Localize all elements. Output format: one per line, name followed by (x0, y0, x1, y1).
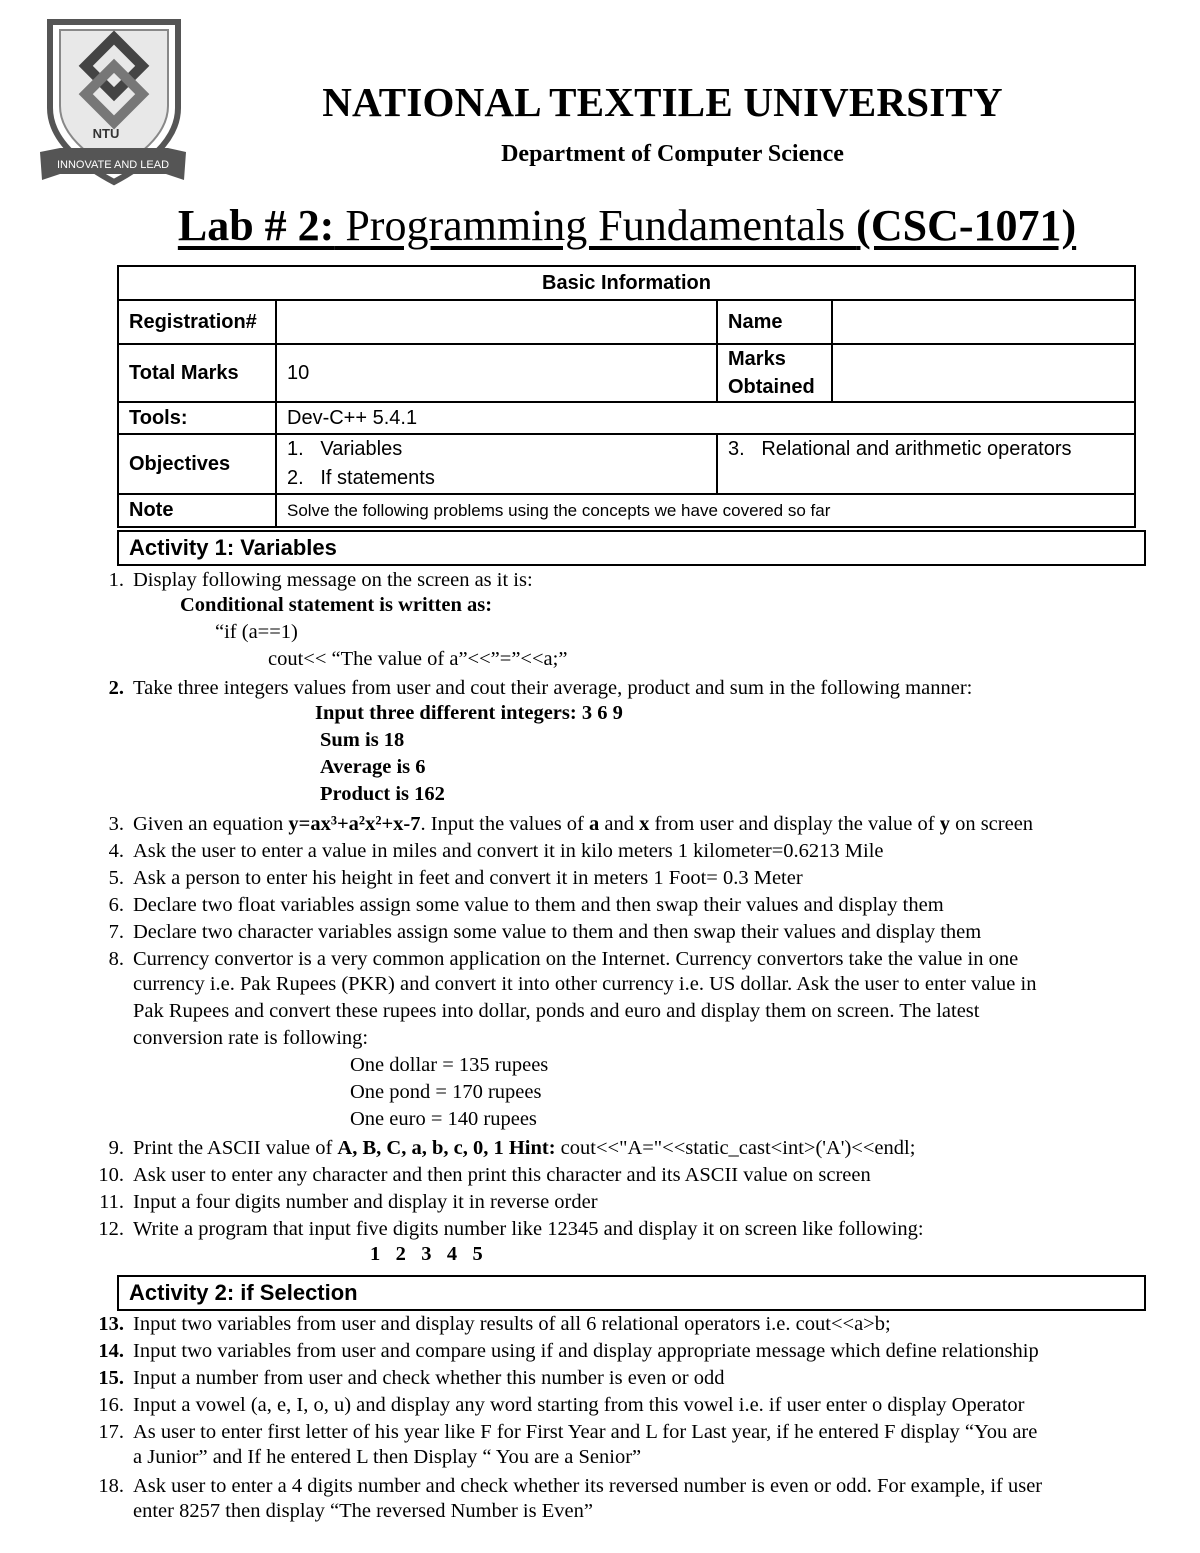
lab-subject: Programming Fundamentals (334, 201, 857, 250)
total-marks-label: Total Marks (118, 344, 276, 402)
item-number: 11. (99, 1191, 124, 1213)
item-text: Input two variables from user and display results of all 6 relational operators i.e. cout<<a>b; (133, 1313, 891, 1335)
basic-information-table (117, 265, 1136, 528)
name-value (832, 300, 1135, 344)
q3-var-x: x (639, 813, 650, 835)
item-text: Input a vowel (a, e, I, o, u) and display any word starting from this vowel i.e. if user enter o display Operator (133, 1394, 1025, 1416)
item-text: Ask a person to enter his height in feet and convert it in meters 1 Foot= 0.3 Meter (133, 867, 803, 889)
q1-line-1: Conditional statement is written as: (180, 594, 493, 616)
q8-rate-2: One pond = 170 rupees (350, 1081, 542, 1103)
item-text (133, 811, 1033, 838)
item-number: 2. (108, 677, 124, 699)
q3-text-c: and (599, 813, 640, 835)
item-text: Ask user to enter any character and then print this character and its ASCII value on screen (133, 1164, 871, 1186)
tools-value: Dev-C++ 5.4.1 (276, 402, 1135, 434)
registration-label: Registration# (118, 300, 276, 344)
q3-text-a: Given an equation (133, 813, 289, 835)
q3-equation: y=ax³+a²x²+x-7 (288, 813, 421, 835)
item-text: Ask the user to enter a value in miles and convert it in kilo meters 1 kilometer=0.6213 Mile (133, 840, 884, 862)
q8-line-3: Pak Rupees and convert these rupees into dollar, ponds and euro and display them on screen. The latest (133, 1000, 980, 1022)
q9-text-a: Print the ASCII value of (133, 1137, 338, 1159)
note-value: Solve the following problems using the concepts we have covered so far (276, 494, 1135, 527)
lab-title (0, 200, 1200, 251)
objective-3: 3. Relational and arithmetic operators (717, 434, 1135, 494)
item-text: Input a number from user and check whether this number is even or odd (133, 1367, 725, 1389)
objectives-list (276, 434, 717, 494)
q12-output: 1 2 3 4 5 (370, 1243, 483, 1265)
item-number: 8. (108, 948, 124, 970)
q8-line-4: conversion rate is following: (133, 1027, 369, 1049)
q17-line-2: a Junior” and If he entered L then Display “ You are a Senior” (133, 1446, 642, 1468)
item-number: 5. (108, 867, 124, 889)
logo-motto-text: INNOVATE AND LEAD (56, 159, 170, 171)
table-heading: Basic Information (118, 266, 1135, 300)
objective-1: 1. Variables (287, 438, 403, 460)
item-text: Declare two float variables assign some value to them and then swap their values and display them (133, 894, 944, 916)
registration-value (276, 300, 717, 344)
q8-rate-1: One dollar = 135 rupees (350, 1054, 549, 1076)
department-name: Department of Computer Science (501, 141, 844, 167)
name-label: Name (717, 300, 832, 344)
item-number: 10. (98, 1164, 124, 1186)
item-text (133, 1135, 915, 1162)
objectives-label: Objectives (118, 434, 276, 494)
item-text: Write a program that input five digits number like 12345 and display it on screen like following: (133, 1218, 924, 1240)
course-code: (CSC-1071) (856, 201, 1077, 250)
q1-line-2: “if (a==1) (215, 621, 298, 643)
q3-text-d: from user and display the value of (649, 813, 940, 835)
q9-text-b: A, B, C, a, b, c, 0, 1 Hint: (337, 1137, 556, 1159)
item-text: Currency convertor is a very common application on the Internet. Currency convertors take the value in one (133, 948, 1019, 970)
q8-line-2: currency i.e. Pak Rupees (PKR) and convert it into other currency i.e. US dollar. Ask the user to enter value in (133, 973, 1037, 995)
q3-text-e: on screen (949, 813, 1034, 835)
item-number: 1. (108, 569, 124, 591)
item-number: 13. (98, 1313, 124, 1335)
q2-line-1: Input three different integers: 3 6 9 (315, 702, 623, 724)
item-text: Ask user to enter a 4 digits number and check whether its reversed number is even or odd. For example, if user (133, 1475, 1043, 1497)
q1-line-3: cout<< “The value of a”<<”=”<<a;” (268, 648, 568, 670)
item-text: Input a four digits number and display it in reverse order (133, 1191, 598, 1213)
item-text: Declare two character variables assign some value to them and then swap their values and display them (133, 921, 982, 943)
item-number: 6. (108, 894, 124, 916)
q3-var-a: a (589, 813, 600, 835)
total-marks-value: 10 (276, 344, 717, 402)
q9-text-c: cout<<"A="<<static_cast<int>('A')<<endl; (555, 1137, 916, 1159)
q8-rate-3: One euro = 140 rupees (350, 1108, 537, 1130)
logo-ntu-text: NTU (92, 126, 120, 141)
lab-number: Lab # 2: (177, 201, 335, 250)
item-text: As user to enter first letter of his year like F for First Year and L for Last year, if he entered F display “You are (133, 1421, 1038, 1443)
activity-2-heading: Activity 2: if Selection (117, 1275, 1146, 1311)
item-number: 9. (108, 1137, 124, 1159)
marks-obtained-value (832, 344, 1135, 402)
item-number: 18. (98, 1475, 124, 1497)
item-text: Display following message on the screen as it is: (133, 569, 533, 591)
item-number: 12. (98, 1218, 124, 1240)
tools-label: Tools: (118, 402, 276, 434)
item-text: Input two variables from user and compare using if and display appropriate message which define relationship (133, 1340, 1039, 1362)
objective-2: 2. If statements (287, 467, 435, 489)
item-number: 3. (108, 813, 124, 835)
item-number: 16. (98, 1394, 124, 1416)
marks-obtained-label: Marks Obtained (717, 344, 832, 402)
q2-line-4: Product is 162 (320, 783, 445, 805)
q2-line-3: Average is 6 (320, 756, 426, 778)
note-label: Note (118, 494, 276, 527)
q18-line-2: enter 8257 then display “The reversed Number is Even” (133, 1500, 593, 1522)
item-number: 15. (98, 1367, 124, 1389)
item-number: 17. (98, 1421, 124, 1443)
item-text: Take three integers values from user and cout their average, product and sum in the following manner: (133, 677, 973, 699)
activity-1-heading: Activity 1: Variables (117, 530, 1146, 566)
item-number: 14. (98, 1340, 124, 1362)
q3-text-b: . Input the values of (420, 813, 589, 835)
q2-line-2: Sum is 18 (320, 729, 405, 751)
q3-var-y: y (939, 813, 950, 835)
item-number: 4. (108, 840, 124, 862)
university-name: NATIONAL TEXTILE UNIVERSITY (322, 79, 1003, 125)
item-number: 7. (108, 921, 124, 943)
